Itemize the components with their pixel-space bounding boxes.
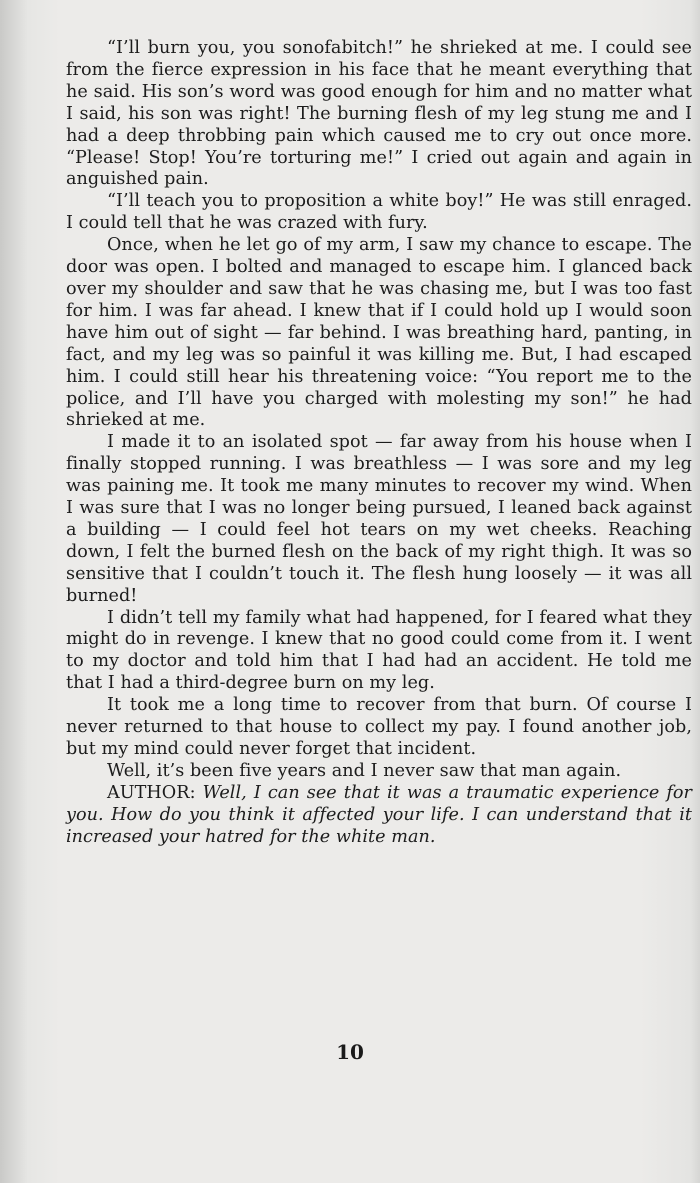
body-text: [66, 38, 692, 849]
paragraph: Once, when he let go of my arm, I saw my chance to escape. The door was open. I bolted and managed to escape him. I glanced back over my shoulder and saw that he was chasing me, but I was too fast for him. I was far ahead. I knew that if I could hold up I would soon have him out of sight — far behind. I was breathing hard, panting, in fact, and my leg was so painful it was killing me. But, I had escaped him. I could still hear his threatening voice: “You report me to the police, and I’ll have you charged with molesting my son!” he had shrieked at me.: [66, 235, 692, 431]
paragraph: I made it to an isolated spot — far away from his house when I finally stopped running. I was breathless — I was sore and my leg was paining me. It took me many minutes to recover my wind. When I was sure that I was no longer being pursued, I leaned back against a building — I could feel hot tears on my wet cheeks. Reaching down, I felt the burned flesh on the back of my right thigh. It was so sensitive that I couldn’t touch it. The flesh hung loosely — it was all burned!: [66, 432, 692, 606]
page-number: 10: [336, 1040, 364, 1064]
author-question-text: Well, I can see that it was a traumatic experience for you. How do you think it affected your life. I can understand that it increased your hatred for the white man.: [66, 782, 692, 847]
author-speaker-label: AUTHOR:: [107, 782, 196, 803]
paragraph: I didn’t tell my family what had happened, for I feared what they might do in revenge. I knew that no good could come from it. I went to my doctor and told him that I had had an accident. He told me that I had a third-degree burn on my leg.: [66, 607, 692, 694]
paragraph: It took me a long time to recover from that burn. Of course I never returned to that house to collect my pay. I found another job, but my mind could never forget that incident.: [66, 695, 692, 759]
paragraph: “I’ll teach you to proposition a white boy!” He was still enraged. I could tell that he was crazed with fury.: [66, 191, 692, 234]
paragraph: Well, it’s been five years and I never saw that man again.: [107, 760, 622, 781]
author-paragraph: [66, 783, 692, 849]
paragraph: “I’ll burn you, you sonofabitch!” he shrieked at me. I could see from the fierce expression in his face that he meant everything that he said. His son’s word was good enough for him and no matter what I said, his son was right! The burning flesh of my leg stung me and I had a deep throbbing pain which caused me to cry out once more. “Please! Stop! You’re torturing me!” I cried out again and again in anguished pain.: [66, 38, 692, 190]
